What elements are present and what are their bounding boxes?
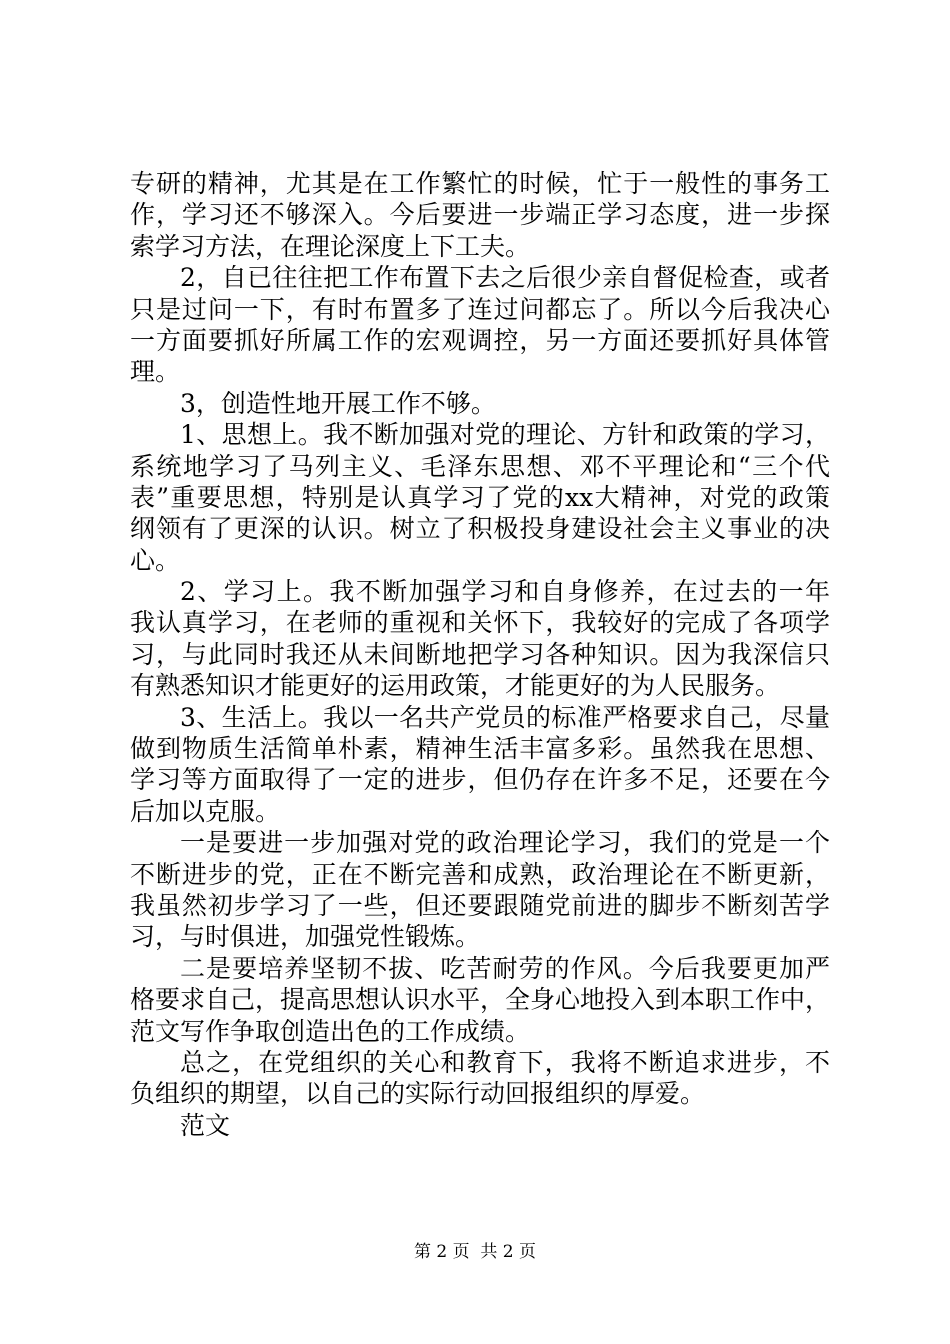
text-line: 3、生活上。我以一名共产党员的标准严格要求自己，尽量 xyxy=(180,702,830,732)
text-line: 我虽然初步学习了一些，但还要跟随党前进的脚步不断刻苦学 xyxy=(130,890,830,920)
text-line: 我认真学习，在老师的重视和关怀下，我较好的完成了各项学 xyxy=(130,608,830,638)
text-line: 表”重要思想，特别是认真学习了党的xx大精神，对党的政策 xyxy=(130,482,830,512)
text-line: 做到物质生活简单朴素，精神生活丰富多彩。虽然我在思想、 xyxy=(130,734,830,764)
text-line: 范文写作争取创造出色的工作成绩。 xyxy=(130,1016,531,1046)
text-line: 二是要培养坚韧不拔、吃苦耐劳的作风。今后我要更加严 xyxy=(180,953,830,983)
text-line: 心。 xyxy=(130,545,181,575)
text-line: 负组织的期望，以自己的实际行动回报组织的厚爱。 xyxy=(130,1079,706,1109)
text-line: 只是过问一下，有时布置多了连过问都忘了。所以今后我决心 xyxy=(130,294,830,324)
text-line: 一是要进一步加强对党的政治理论学习，我们的党是一个 xyxy=(180,828,830,858)
text-line: 范文 xyxy=(180,1110,231,1140)
text-line: 专研的精神，尤其是在工作繁忙的时候，忙于一般性的事务工 xyxy=(130,169,830,198)
text-line: 系统地学习了马列主义、毛泽东思想、邓不平理论和“三个代 xyxy=(130,451,830,481)
text-line: 2，自已往往把工作布置下去之后很少亲自督促检查，或者 xyxy=(180,263,830,293)
text-line: 不断进步的党，正在不断完善和成熟，政治理论在不断更新， xyxy=(130,859,830,889)
text-line: 理。 xyxy=(130,357,181,387)
text-line: 1、思想上。我不断加强对党的理论、方针和政策的学习， xyxy=(180,420,830,450)
text-line: 习，与此同时我还从未间断地把学习各种知识。因为我深信只 xyxy=(130,639,830,669)
text-line: 后加以克服。 xyxy=(130,796,281,826)
text-line: 索学习方法，在理论深度上下工夫。 xyxy=(130,231,531,261)
text-line: 格要求自己，提高思想认识水平，全身心地投入到本职工作中， xyxy=(130,985,830,1015)
document-body xyxy=(130,168,830,1141)
text-line: 习，与时俱进，加强党性锻炼。 xyxy=(130,922,481,952)
text-line: 作，学习还不够深入。今后要进一步端正学习态度，进一步探 xyxy=(130,200,830,230)
page-number-footer: 第 2 页 共 2 页 xyxy=(413,1242,537,1262)
text-line: 3，创造性地开展工作不够。 xyxy=(180,388,496,418)
text-line: 学习等方面取得了一定的进步，但仍存在许多不足，还要在今 xyxy=(130,765,830,795)
text-line: 2、学习上。我不断加强学习和自身修养，在过去的一年 xyxy=(180,577,830,607)
text-line: 有熟悉知识才能更好的运用政策，才能更好的为人民服务。 xyxy=(130,671,781,701)
text-line: 一方面要抓好所属工作的宏观调控，另一方面还要抓好具体管 xyxy=(130,325,830,355)
text-line: 总之，在党组织的关心和教育下，我将不断追求进步，不 xyxy=(180,1047,830,1077)
text-line: 纲领有了更深的认识。树立了积极投身建设社会主义事业的决 xyxy=(130,514,830,544)
